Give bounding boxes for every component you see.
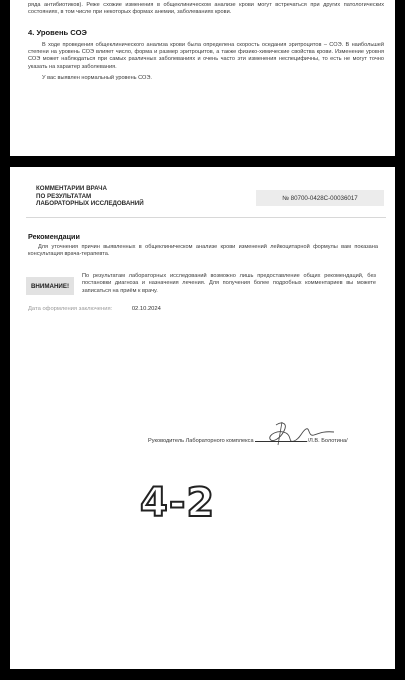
section-title: 4. Уровень СОЭ [28,28,87,37]
report-page-comments [10,167,395,669]
comments-title [36,185,196,208]
warning-text: По результатам лабораторных исследований возможно лишь предоставление общих рекомендаций, без постановки диагноза и назначения лечения. Для получения более подробных комментариев вы можете записаться на приём к врачу. [82,273,376,294]
signature-prefix: Руководитель Лабораторного комплекса [148,438,254,444]
comments-title-line: ПО РЕЗУЛЬТАТАМ [36,192,92,200]
intro-paragraph: ряда антибиотиков). Реже схожие изменения в общеклиническом анализе крови могут встречаться при других патологических состояниях, в том числе при некоторых формах анемии, заболеваниях крови. [28,2,384,16]
recommendations-heading: Рекомендации [28,232,80,241]
comments-title-line: ЛАБОРАТОРНЫХ ИССЛЕДОВАНИЙ [36,200,144,208]
signature-name: /Л.В. Болотина/ [307,438,348,444]
recommendations-text: Для уточнения причин выявленных в общеклиническом анализе крови изменений лейкоцитарной формулы вам показана консультация врача-терапевта. [28,244,378,258]
warning-badge: ВНИМАНИЕ! [26,277,74,295]
report-page-top [10,0,395,156]
signature-icon [262,419,342,449]
conclusion-date [28,306,161,312]
document-number: № 80700-0428С-00036017 [256,190,384,206]
date-label: Дата оформления заключения: [28,306,113,312]
comments-title-line: КОММЕНТАРИИ ВРАЧА [36,185,107,192]
divider [26,217,386,218]
section-conclusion: У вас выявлен нормальный уровень СОЭ. [42,75,152,81]
date-value: 02.10.2024 [131,306,161,312]
signature-line [255,441,307,442]
section-paragraph: В ходе проведения общеклинического анализа крови была определена скорость оседания эритроцитов – СОЭ. В наибольшей степени на уровень СОЭ влияет число, форма и размер эритроцитов, а также физико-химические свойства крови. Изменение уровня СОЭ может наблюдаться при самых различных заболеваниях и очень часто эти изменения неспецифичны, то есть не могут точно указать на характер заболевания. [28,42,384,70]
handwritten-mark: 4-2 [140,480,216,526]
signature-row [148,438,384,444]
